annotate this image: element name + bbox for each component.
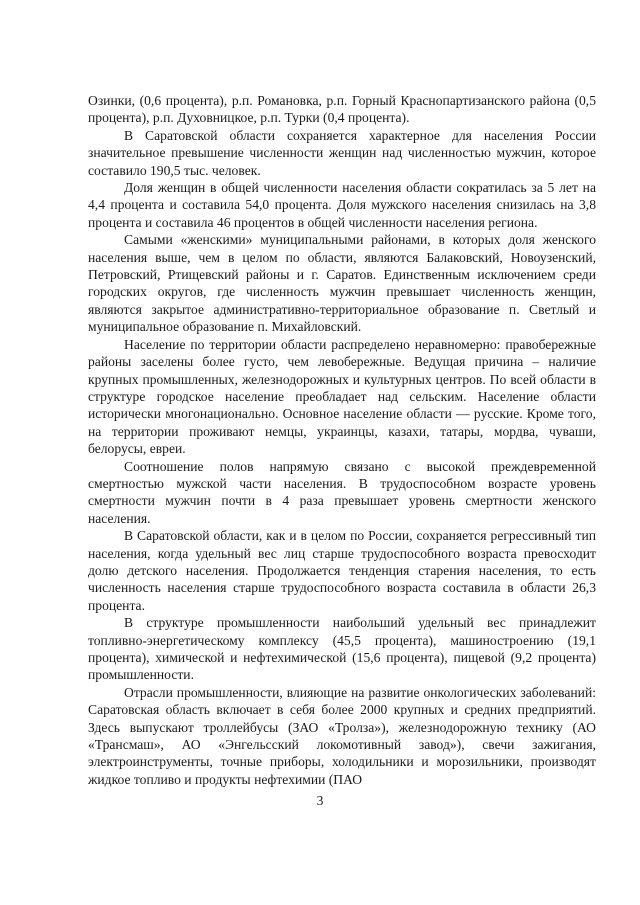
paragraph-7: В Саратовской области, как и в целом по России, сохраняется регрессивный тип населения, когда удельный вес лиц старше трудоспособного возраста превосходит долю детского населения. Продолжается тенденция старения населения, то есть численность населения старше трудоспособного возраста составила в области 26,3 процента. — [88, 528, 596, 613]
paragraph-6: Соотношение полов напрямую связано с высокой преждевременной смертностью мужской части населения. В трудоспособном возрасте уровень смертности мужчин почти в 4 раза превышает уровень смертности женского населения. — [88, 458, 596, 526]
paragraph-3: Доля женщин в общей численности населения области сократилась за 5 лет на 4,4 процента и составила 54,0 процента. Доля мужского населения снизилась на 3,8 процента и составила 46 процентов в общей численности населения региона. — [88, 180, 596, 230]
page-number: 3 — [316, 793, 324, 808]
paragraph-1: Озинки, (0,6 процента), р.п. Романовка, р.п. Горный Краснопартизанского района (0,5 процента), р.п. Духовницкое, р.п. Турки (0,4 процента). — [88, 93, 596, 126]
paragraph-9: Отрасли промышленности, влияющие на развитие онкологических заболеваний: Саратовская область включает в себя более 2000 крупных и средних предприятий. Здесь выпускают троллейбусы (ЗАО «Тролза»), железнодорожную технику (АО «Трансмаш», АО «Энгельсский локомотивный завод»), свечи зажигания, электроинструменты, точные приборы, холодильники и морозильники, производят жидкое топливо и продукты нефтехимии (ПАО — [88, 684, 596, 787]
paragraph-5: Население по территории области распределено неравномерно: правобережные районы заселены более густо, чем левобережные. Ведущая причина – наличие крупных промышленных, железнодорожных и культурных центров. По всей области в структуре городское население преобладает над сельским. Население области исторически многонационально. Основное население области — русские. Кроме того, на территории проживают немцы, украинцы, казахи, татары, мордва, чуваши, белорусы, евреи. — [88, 336, 596, 457]
paragraph-4: Самыми «женскими» муниципальными районами, в которых доля женского населения выше, чем в целом по области, являются Балаковский, Новоузенский, Петровский, Ртищевский районы и г. Саратов. Единственным исключением среди городских округов, где численность мужчин превышает численность женщин, являются закрытое административно-территориальное образование п. Светлый и муниципальное образование п. Михайловский. — [88, 232, 596, 335]
paragraph-2: В Саратовской области сохраняется характерное для населения России значительное превышение численности женщин над численностью мужчин, которое составило 190,5 тыс. человек. — [88, 127, 596, 178]
document-body — [88, 92, 596, 788]
paragraph-8: В структуре промышленности наибольший удельный вес принадлежит топливно-энергетическому комплексу (45,5 процента), машиностроению (19,1 процента), химической и нефтехимической (15,6 процента), пищевой (9,2 процента) промышленности. — [88, 615, 596, 683]
